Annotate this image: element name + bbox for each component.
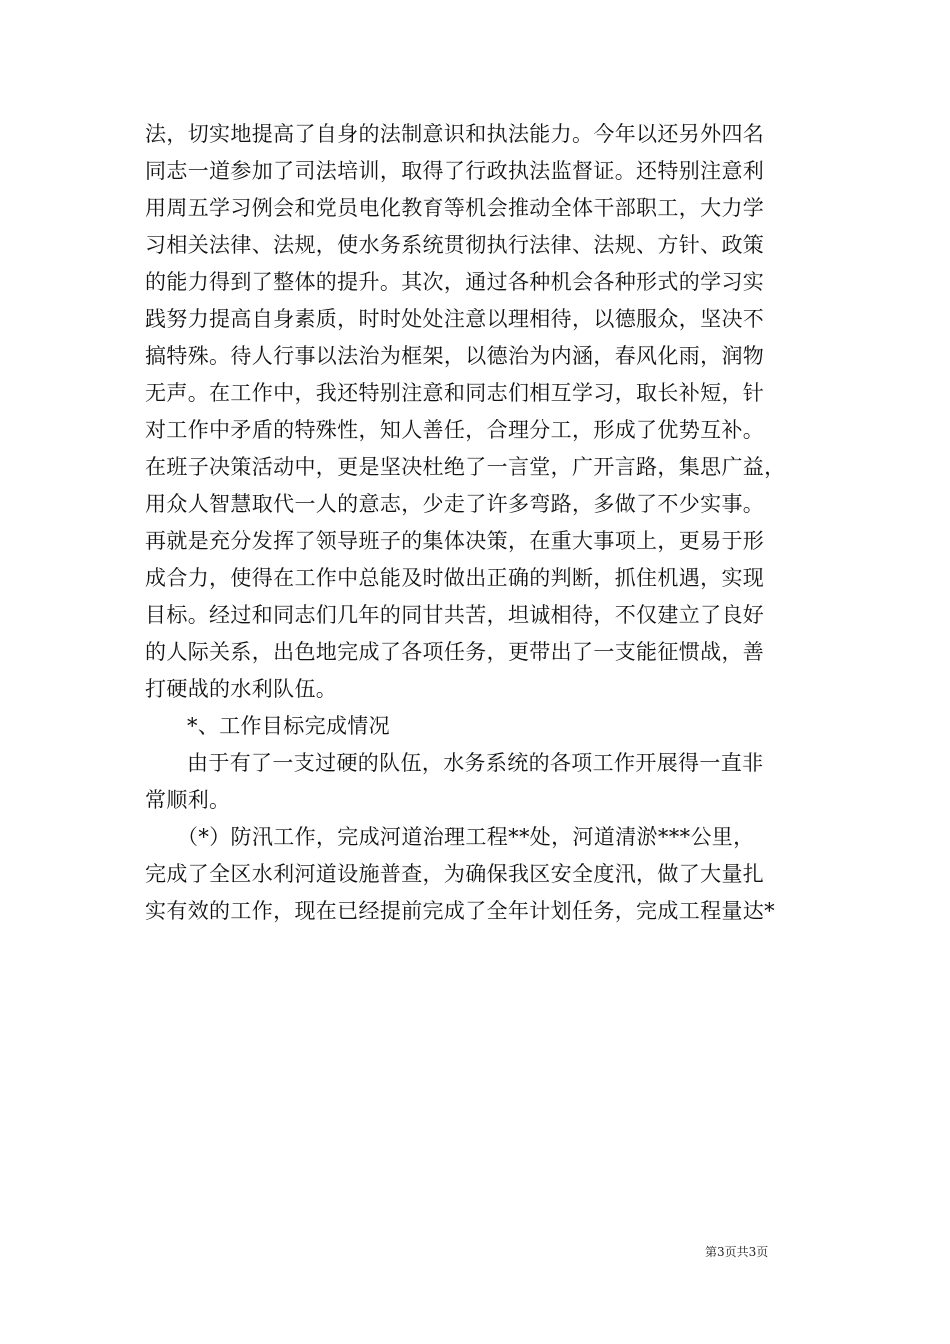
body-line: 法，切实地提高了自身的法制意识和执法能力。今年以还另外四名: [145, 122, 765, 146]
paragraph-line: 实有效的工作，现在已经提前完成了全年计划任务，完成工程量达*: [145, 899, 775, 923]
body-line: 搞特殊。待人行事以法治为框架，以德治为内涵，春风化雨，润物: [145, 344, 765, 368]
body-line: 成合力，使得在工作中总能及时做出正确的判断，抓住机遇，实现: [145, 566, 765, 590]
paragraph-line: 完成了全区水利河道设施普查，为确保我区安全度汛，做了大量扎: [145, 862, 765, 886]
paragraph-line: 由于有了一支过硬的队伍，水务系统的各项工作开展得一直非: [187, 751, 764, 775]
body-line: 对工作中矛盾的特殊性，知人善任，合理分工，形成了优势互补。: [145, 418, 765, 442]
body-line: 习相关法律、法规，使水务系统贯彻执行法律、法规、方针、政策: [145, 233, 765, 257]
body-line: 践努力提高自身素质，时时处处注意以理相待，以德服众，坚决不: [145, 307, 765, 331]
body-line: 用众人智慧取代一人的意志，少走了许多弯路，多做了不少实事。: [145, 492, 765, 516]
body-line: 的能力得到了整体的提升。其次，通过各种机会各种形式的学习实: [145, 270, 765, 294]
body-line: 的人际关系，出色地完成了各项任务，更带出了一支能征惯战，善: [145, 640, 765, 664]
body-line: 同志一道参加了司法培训，取得了行政执法监督证。还特别注意利: [145, 159, 765, 183]
paragraph-line: （*）防汛工作，完成河道治理工程**处，河道清淤***公里，: [177, 825, 755, 849]
document-body: [145, 116, 825, 930]
body-line: 无声。在工作中，我还特别注意和同志们相互学习，取长补短，针: [145, 381, 765, 405]
paragraph-line: 常顺利。: [145, 788, 231, 812]
page-number: 第3页共3页: [705, 1245, 769, 1259]
body-line: 在班子决策活动中，更是坚决杜绝了一言堂，广开言路，集思广益，: [145, 455, 786, 479]
body-line: 再就是充分发挥了领导班子的集体决策，在重大事项上，更易于形: [145, 529, 765, 553]
body-line: 打硬战的水利队伍。: [145, 677, 338, 701]
section-heading: *、工作目标完成情况: [187, 714, 390, 738]
body-line: 用周五学习例会和党员电化教育等机会推动全体干部职工，大力学: [145, 196, 765, 220]
body-line: 目标。经过和同志们几年的同甘共苦，坦诚相待，不仅建立了良好: [145, 603, 765, 627]
